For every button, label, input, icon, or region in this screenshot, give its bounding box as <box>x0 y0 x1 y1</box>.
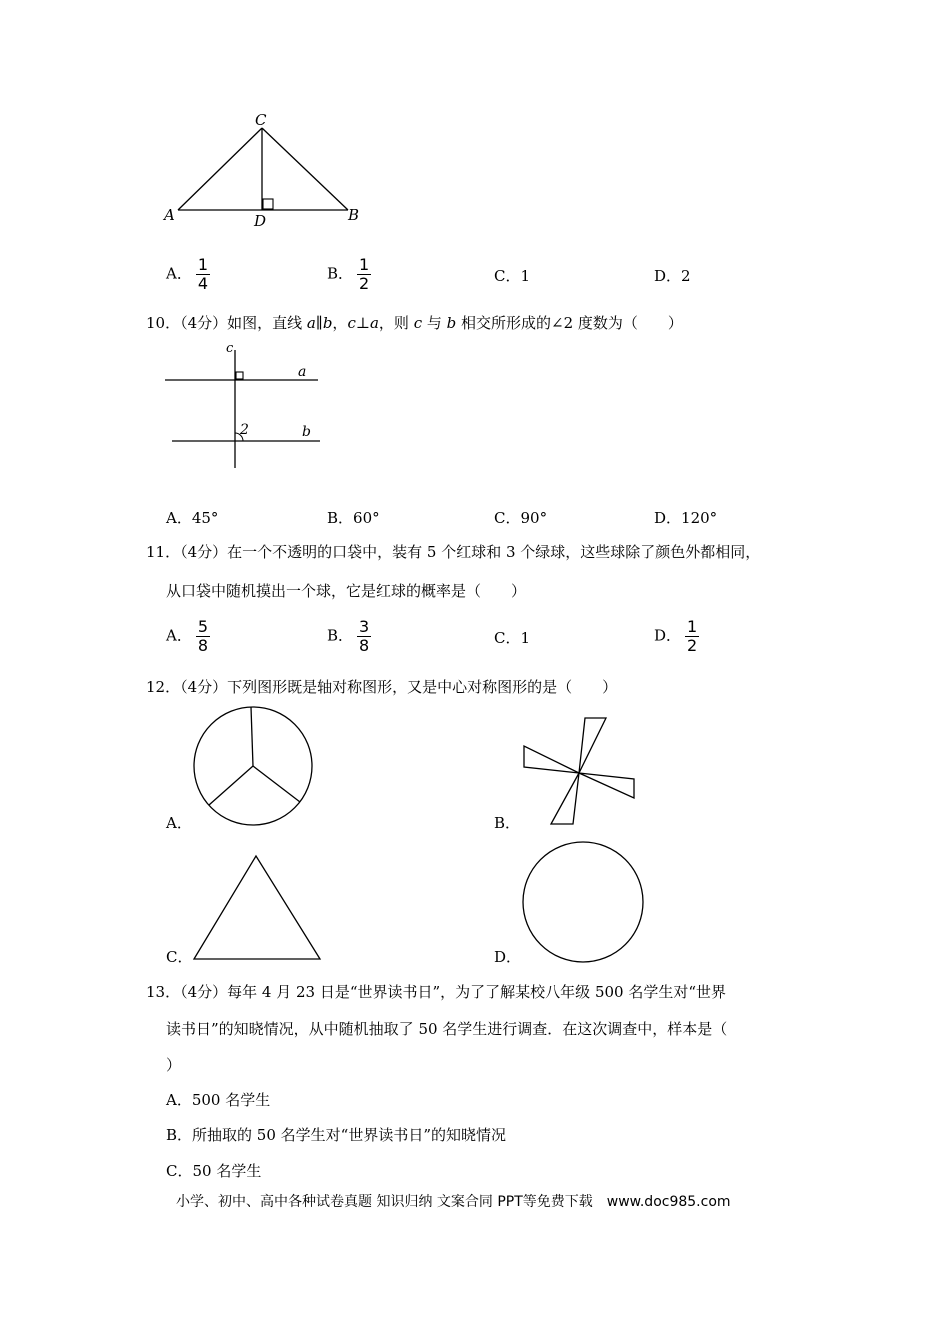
fraction: $\frac{3}{8}$ <box>359 617 370 655</box>
q13-stem-line1: 13．（4分）每年 4 月 23 日是“世界读书日”，为了了解某校八年级 500 名学生对“世界 <box>146 983 727 1001</box>
q10-option-b[interactable]: B．60° <box>327 509 380 527</box>
q11-option-a[interactable]: A． $\frac{5}{8}$ <box>166 617 209 655</box>
side-cb <box>262 128 348 210</box>
q10-option-d[interactable]: D．120° <box>654 509 718 527</box>
q12-option-a[interactable]: A． <box>166 814 192 832</box>
fraction: $\frac{5}{8}$ <box>197 617 209 655</box>
q9-option-c[interactable]: C．1 <box>494 267 531 285</box>
q10-parallel-lines-figure <box>160 340 330 475</box>
q10-option-a[interactable]: A．45° <box>166 509 219 527</box>
right-angle-mark <box>236 372 243 379</box>
fraction: $\frac{1}{4}$ <box>197 255 209 293</box>
q11-option-c[interactable]: C．1 <box>494 629 531 647</box>
page-footer: 小学、初中、高中各种试卷真题 知识归纳 文案合同 PPT等免费下载 www.doc985.com <box>176 1194 731 1210</box>
q12-figure-a-circle-sectors <box>190 703 320 833</box>
label-b: B <box>348 206 360 224</box>
q13-option-b[interactable]: B．所抽取的 50 名学生对“世界读书日”的知晓情况 <box>166 1126 506 1144</box>
q12-figure-c-triangle <box>188 850 328 965</box>
q13-stem-line3: ） <box>166 1056 182 1074</box>
side-ac <box>178 128 262 210</box>
fraction: $\frac{1}{2}$ <box>359 255 370 293</box>
q9-option-b[interactable]: B． $\frac{1}{2}$ <box>327 255 370 293</box>
label-c: C <box>255 111 267 129</box>
q9-option-a[interactable]: A． $\frac{1}{4}$ <box>166 255 209 293</box>
q11-stem-line2: 从口袋中随机摸出一个球，它是红球的概率是（ ） <box>166 582 527 600</box>
label-c: c <box>226 341 234 356</box>
label-a: A <box>164 206 175 224</box>
q13-option-a[interactable]: A．500 名学生 <box>166 1091 271 1109</box>
fraction: $\frac{1}{2}$ <box>687 617 698 655</box>
q10-stem: 10．（4分）如图，直线 a∥b，c⊥a，则 c 与 b 相交所形成的∠2 度数为（ ） <box>146 314 683 332</box>
q9-triangle-figure <box>160 108 370 233</box>
q10-option-c[interactable]: C．90° <box>494 509 548 527</box>
label-angle-2: 2 <box>240 422 249 438</box>
label-d: D <box>254 212 267 230</box>
q11-option-d[interactable]: D． $\frac{1}{2}$ <box>654 617 698 655</box>
q13-stem-line2: 读书日”的知晓情况，从中随机抽取了 50 名学生进行调查．在这次调查中，样本是（ <box>166 1020 728 1038</box>
label-a: a <box>298 364 307 380</box>
q12-stem: 12．（4分）下列图形既是轴对称图形，又是中心对称图形的是（ ） <box>146 678 618 696</box>
q9-option-d[interactable]: D．2 <box>654 267 691 285</box>
q12-option-b[interactable]: B． <box>494 814 521 832</box>
q11-option-b[interactable]: B． $\frac{3}{8}$ <box>327 617 370 655</box>
q12-option-d[interactable]: D． <box>494 948 522 966</box>
q12-figure-b-pinwheel <box>518 712 643 830</box>
q12-figure-d-circle <box>518 838 648 966</box>
q11-stem-line1: 11．（4分）在一个不透明的口袋中，装有 5 个红球和 3 个绿球，这些球除了颜色外都相同， <box>146 543 761 561</box>
q13-option-c[interactable]: C．50 名学生 <box>166 1162 262 1180</box>
label-b: b <box>302 424 311 440</box>
q12-option-c[interactable]: C． <box>166 948 193 966</box>
right-angle-mark <box>263 199 273 209</box>
